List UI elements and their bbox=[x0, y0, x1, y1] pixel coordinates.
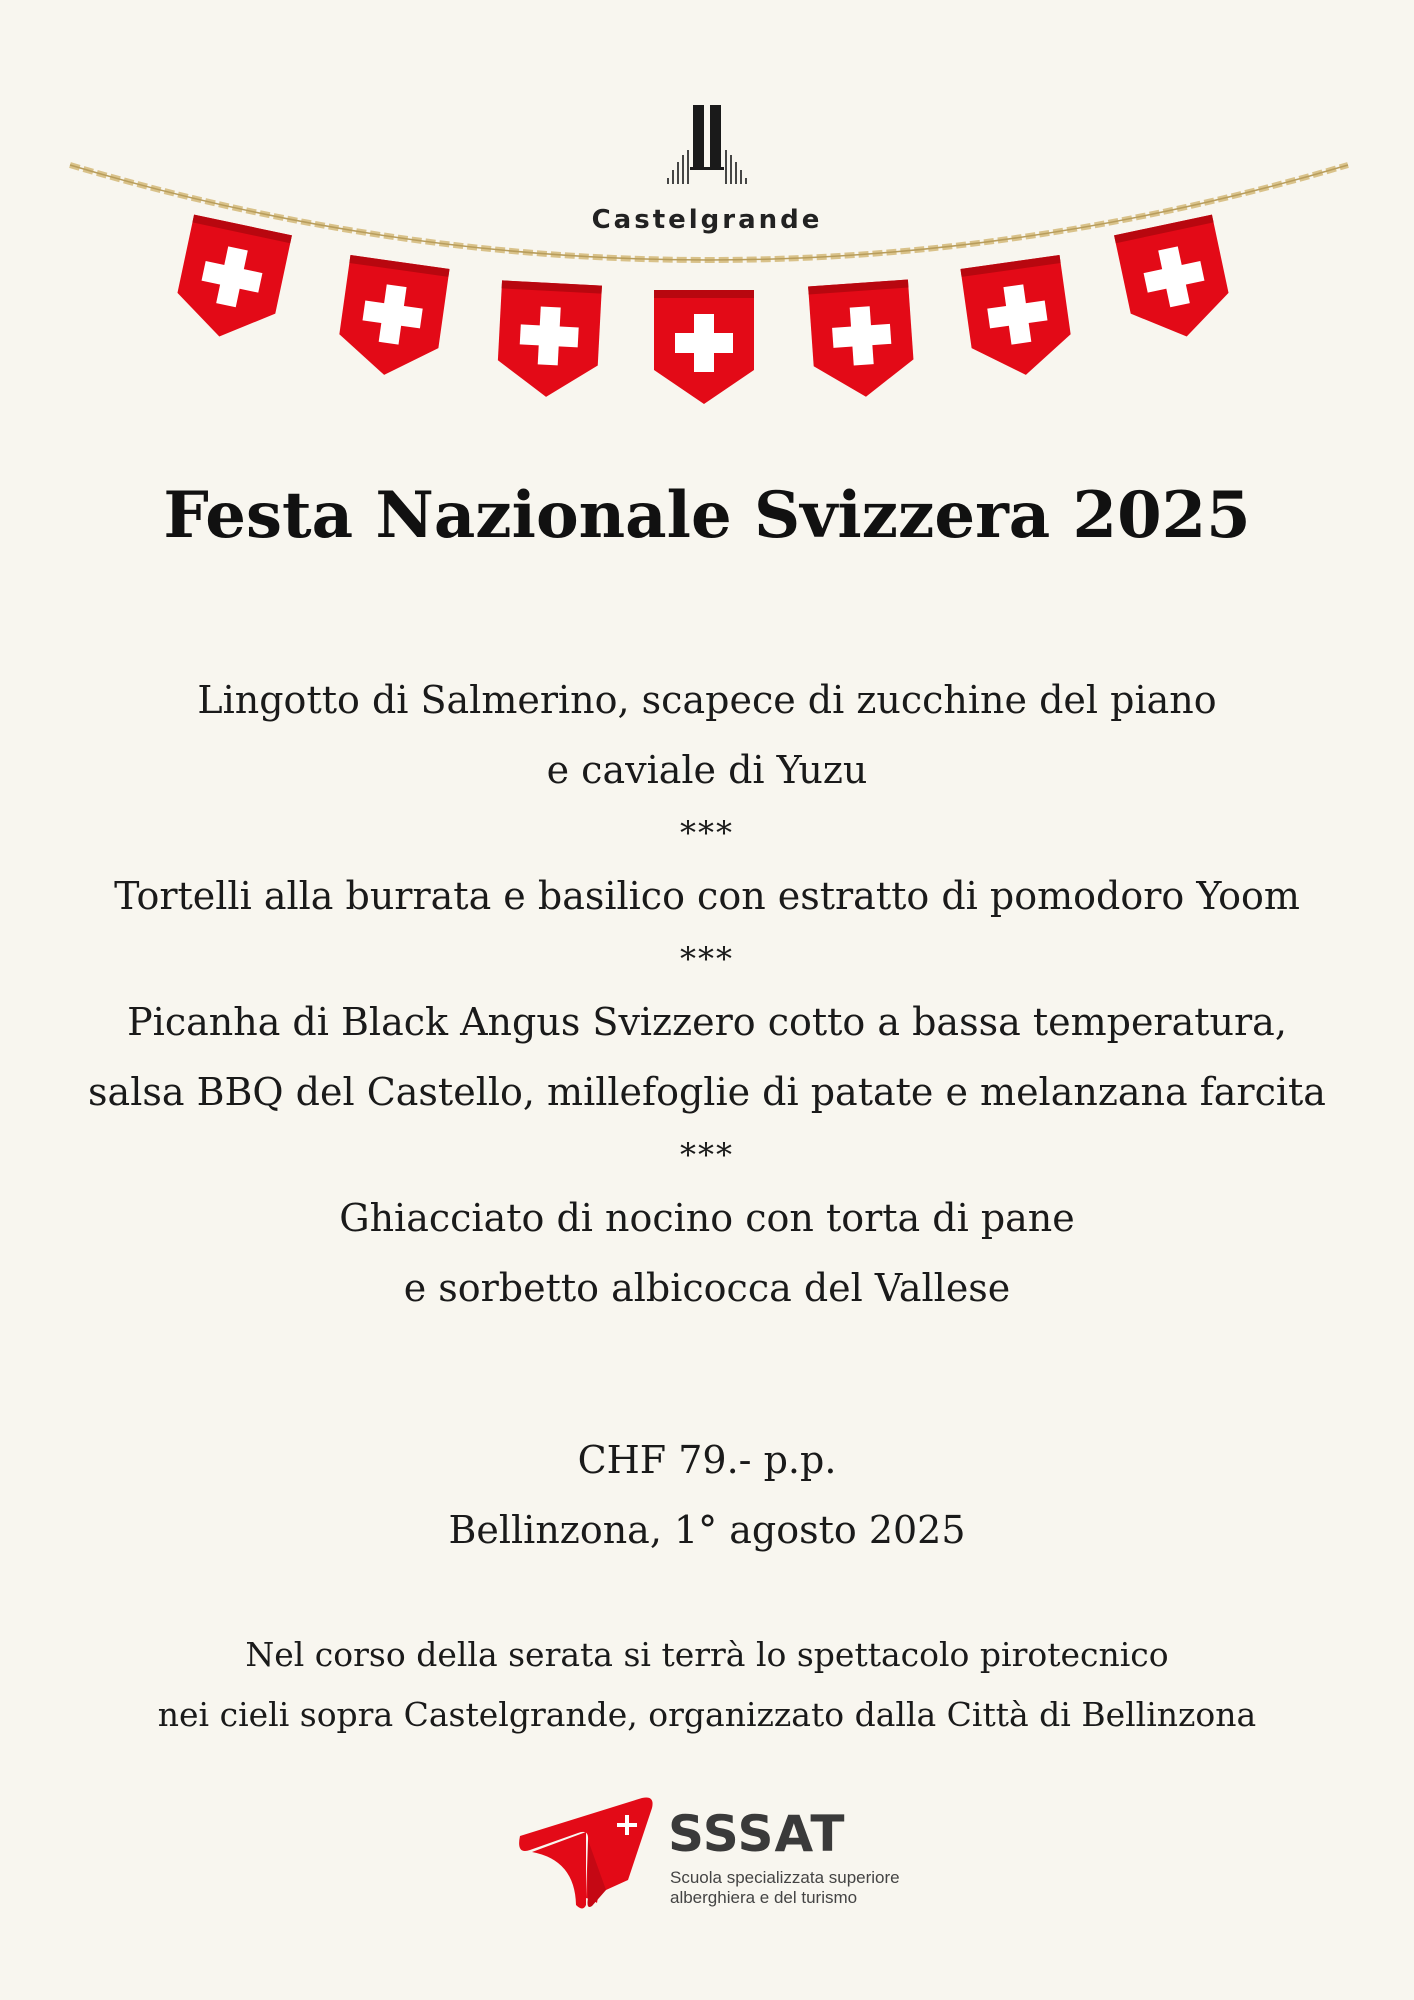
course-separator: *** bbox=[680, 814, 734, 852]
footer-name: SSSAT bbox=[668, 1805, 846, 1863]
course-3-line-1: Picanha di Black Angus Svizzero cotto a bassa temperatura, bbox=[127, 1000, 1287, 1044]
brand-name: Castelgrande bbox=[591, 205, 823, 235]
course-separator: *** bbox=[680, 1136, 734, 1174]
course-4-line-2: e sorbetto albicocca del Vallese bbox=[403, 1266, 1011, 1310]
course-separator: *** bbox=[680, 940, 734, 978]
course-4-line-1: Ghiacciato di nocino con torta di pane bbox=[339, 1196, 1075, 1240]
price: CHF 79.- p.p. bbox=[577, 1438, 837, 1482]
footer-subtitle bbox=[670, 1868, 950, 1908]
page-title: Festa Nazionale Svizzera 2025 bbox=[163, 478, 1251, 553]
footer-subtitle-line-2: alberghiera e del turismo bbox=[670, 1888, 858, 1907]
course-3-line-2: salsa BBQ del Castello, millefoglie di patate e melanzana farcita bbox=[88, 1070, 1326, 1114]
note-line-2: nei cieli sopra Castelgrande, organizzato dalla Città di Bellinzona bbox=[157, 1695, 1257, 1734]
note-line-1: Nel corso della serata si terrà lo spettacolo pirotecnico bbox=[245, 1635, 1169, 1674]
course-2-line-1: Tortelli alla burrata e basilico con estratto di pomodoro Yoom bbox=[114, 874, 1300, 918]
place-date: Bellinzona, 1° agosto 2025 bbox=[448, 1508, 966, 1552]
footer-subtitle-line-1: Scuola specializzata superiore bbox=[670, 1868, 900, 1887]
course-1-line-1: Lingotto di Salmerino, scapece di zucchine del piano bbox=[197, 678, 1217, 722]
course-1-line-2: e caviale di Yuzu bbox=[546, 748, 868, 792]
